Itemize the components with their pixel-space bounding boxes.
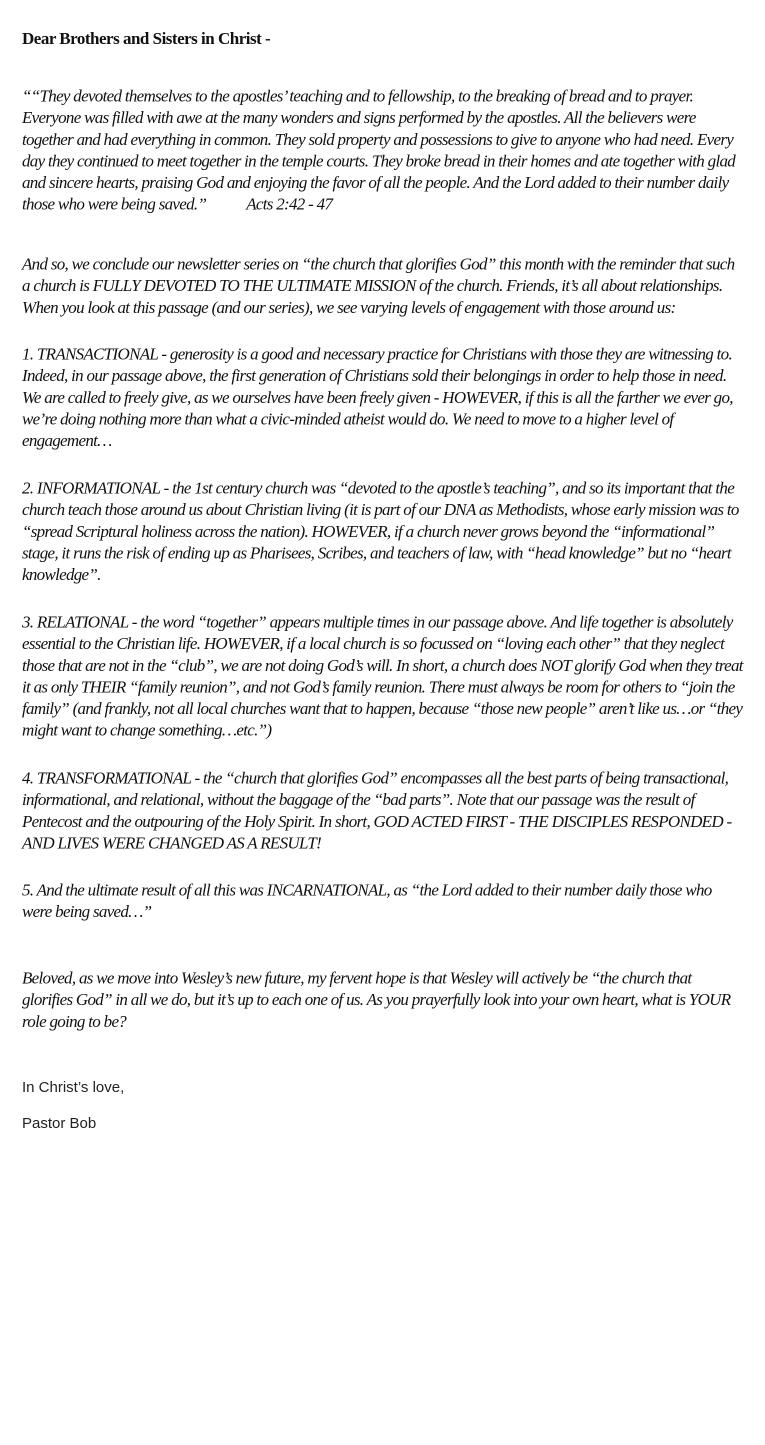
scripture-reference: Acts 2:42 - 47 xyxy=(246,194,333,214)
signature: Pastor Bob xyxy=(22,1115,97,1132)
scripture-text: ““They devoted themselves to the apostles’ teaching and to fellowship, to the breaking of bread and to prayer. Everyone was filled with awe at the many wonders and signs performed by the apostles. All the believers were together and had everything in common. They sold property and possessions to give to anyone who had need. Every day they continued to meet together in the temple courts. They broke bread in their homes and ate together with glad and sincere hearts, praising God and enjoying the favor of all the people. And the Lord added to their number daily those who were being saved.” xyxy=(22,86,736,214)
spacer xyxy=(22,588,744,612)
point-relational: 3. RELATIONAL - the word “together” appears multiple times in our passage above. And life together is absolutely essential to the Christian life. HOWEVER, if a local church is so focussed on “loving each other” that they neglect those that are not in the “club”, we are not doing God’s will. In short, a church does NOT glorify God when they treat it as only THEIR “family reunion”, and not God’s family reunion. There must always be room for others to “join the family” (and frankly, not all local churches want that to happen, because “those new people” aren’t like us…or “they might want to change something…etc.”) xyxy=(22,612,743,740)
intro-paragraph: And so, we conclude our newsletter series on “the church that glorifies God” this month with the reminder that such a church is FULLY DEVOTED TO THE ULTIMATE MISSION of the church. Friends, it’s all about relationships. When you look at this passage (and our series), we see varying levels of engagement with those around us: xyxy=(22,254,735,317)
spacer xyxy=(22,744,744,768)
point-informational: 2. INFORMATIONAL - the 1st century church was “devoted to the apostle’s teaching”, and so its important that the church teach those around us about Christian living (it is part of our DNA as Methodists, whose early mission was to “spread Scriptural holiness across the nation). HOWEVER, if a church never grows beyond the “informational” stage, it runs the risk of ending up as Pharisees, Scribes, and teachers of law, with “head knowledge” but no “heart knowledge”. xyxy=(22,478,739,584)
conclusion-paragraph: Beloved, as we move into Wesley’s new future, my fervent hope is that Wesley will actively be “the church that glorifies God” in all we do, but it’s up to each one of us. As you prayerfully look into your own heart, what is YOUR role going to be? xyxy=(22,968,731,1031)
spacer xyxy=(22,454,744,478)
spacer xyxy=(22,856,744,880)
spacer xyxy=(22,1034,744,1078)
scripture-quote xyxy=(22,86,744,215)
point-incarnational: 5. And the ultimate result of all this was INCARNATIONAL, as “the Lord added to their number daily those who were being saved…” xyxy=(22,880,712,922)
point-transactional: 1. TRANSACTIONAL - generosity is a good and necessary practice for Christians with those they are witnessing to. Indeed, in our passage above, the first generation of Christians sold their belongings in order to help those in need. We are called to freely give, as we ourselves have been freely given - HOWEVER, if this is all the farther we ever go, we’re doing nothing more than what a civic-minded atheist would do. We need to move to a higher level of engagement… xyxy=(22,344,733,450)
greeting: Dear Brothers and Sisters in Christ - xyxy=(22,29,271,48)
spacer xyxy=(22,320,744,344)
spacer xyxy=(22,924,744,968)
newsletter-letter xyxy=(22,28,744,1134)
sign-off: In Christ’s love, xyxy=(22,1079,125,1096)
spacer xyxy=(22,218,744,254)
point-transformational: 4. TRANSFORMATIONAL - the “church that glorifies God” encompasses all the best parts of being transactional, informational, and relational, without the baggage of the “bad parts”. Note that our passage was the result of Pentecost and the outpouring of the Holy Spirit. In short, GOD ACTED FIRST - THE DISCIPLES RESPONDED - AND LIVES WERE CHANGED AS A RESULT! xyxy=(22,768,732,853)
